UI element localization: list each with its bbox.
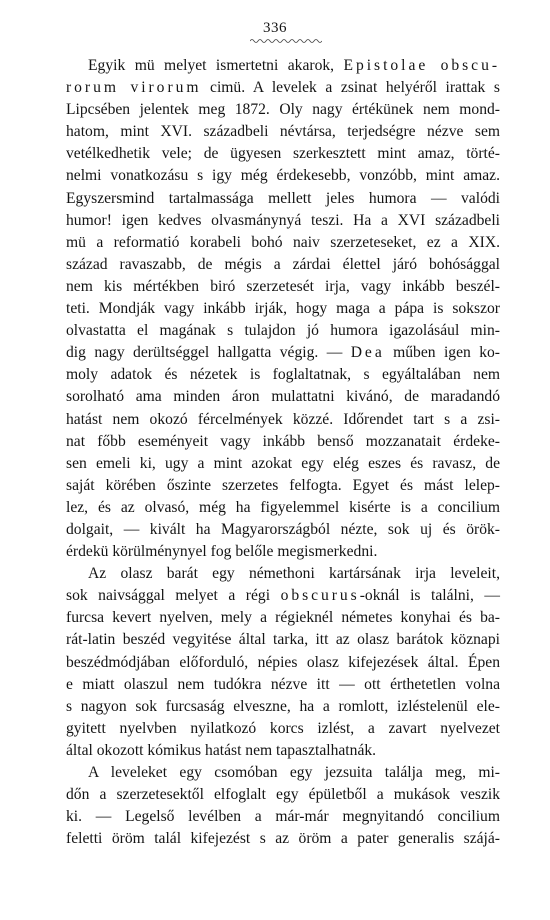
text-line (66, 453, 500, 475)
text-line (66, 188, 500, 210)
spaced-emphasis: Dea (350, 344, 385, 362)
spaced-emphasis: obscurus (280, 587, 360, 605)
text-run: olvastatta el magának s tulajdon jó humora igazolásául min- (66, 322, 500, 340)
body-text (66, 55, 500, 850)
text-run: saját körében őszinte szerzetes felfogta. Egyet és mást lelep- (66, 476, 500, 494)
text-line (66, 165, 500, 187)
text-run: Az olasz barát egy némethoni kartársának irja leveleit, (88, 565, 500, 583)
text-line (66, 652, 500, 674)
text-line (66, 276, 500, 298)
text-run: nat főbb eseményeit vagy inkább benső mozzanatait érdeke- (66, 432, 500, 450)
text-run: lez, és az olvasó, még ha figyelemmel kisérte is a concilium (66, 498, 500, 516)
text-line (66, 409, 500, 431)
text-line (66, 99, 500, 121)
text-run: dolgait, — kivált ha Magyarországból nézte, sok uj és örök- (66, 520, 500, 538)
text-line (66, 121, 500, 143)
text-line (66, 364, 500, 386)
text-run: teti. Mondják vagy inkább irják, hogy maga a pápa is sokszor (66, 300, 500, 318)
text-line (66, 386, 500, 408)
text-run: hatom, mint XVI. századbeli névtársa, terjedségre nézve sem (66, 123, 500, 141)
text-run: Lipcsében jelentek meg 1872. Oly nagy értékünek nem mond- (66, 101, 500, 119)
text-line (66, 232, 500, 254)
text-line (66, 77, 500, 99)
text-run: század ravaszabb, de mégis a zárdai élettel járó bohósággal (66, 255, 500, 273)
text-line (66, 497, 500, 519)
text-line (66, 784, 500, 806)
text-line (66, 342, 500, 364)
text-line (66, 762, 500, 784)
text-run: nelmi vonatkozásu s igy még érdekesebb, vonzóbb, mint amaz. (66, 167, 500, 185)
text-line (66, 210, 500, 232)
text-line (66, 674, 500, 696)
page-number: 336 (263, 20, 287, 36)
text-run: gyitett nyelvben nyilatkozó korcs izlést, a zavart nyelvezet (66, 719, 500, 737)
text-line (66, 519, 500, 541)
text-run: ki. — Legelső levélben a már-már megnyitandó concilium (66, 808, 500, 826)
text-run: műben igen ko- (384, 344, 500, 362)
text-line (66, 696, 500, 718)
text-line (66, 143, 500, 165)
text-run: Egyik mü melyet ismertetni akarok, (88, 57, 344, 74)
text-run: -oknál is találni, — (359, 587, 500, 605)
text-line (66, 320, 500, 342)
text-line (66, 431, 500, 453)
text-run: hatást nem okozó fércelmények közzé. Időrendet tart s a zsi- (66, 410, 500, 428)
text-run: humor! igen kedves olvasmánynyá teszi. Ha a XVI századbeli (66, 211, 500, 229)
decorative-rule (250, 38, 322, 44)
text-run: Egyszersmind tartalmassága mellett jeles humora — valódi (66, 189, 500, 207)
text-line (66, 541, 500, 563)
text-run: cimü. A levelek a zsinat helyéről irattak s (201, 79, 500, 97)
text-line (66, 806, 500, 828)
text-run: nem kis mértékben biró szerzetesét irja, vagy inkább beszél- (66, 277, 500, 295)
text-line (66, 740, 500, 762)
text-run: érdekü körülménynyel fog belőle megismerkedni. (66, 543, 378, 561)
text-run: moly adatok és nézetek is foglaltatnak, s egyáltalában nem (66, 366, 500, 384)
text-line (66, 55, 500, 77)
text-run: dőn a szerzetesektől elfoglalt egy épületből a mukások veszik (66, 786, 500, 804)
text-line (66, 828, 500, 850)
spaced-emphasis: Epistolae obscu- (343, 57, 500, 74)
text-run: s nagyon sok furcsaság elveszne, ha a romlott, izléstelenül ele- (66, 697, 500, 715)
text-line (66, 475, 500, 497)
text-run: dig nagy derültséggel hallgatta végig. — (66, 344, 351, 362)
text-line (66, 298, 500, 320)
text-run: sorolható ama minden áron mulattatni kivánó, de maradandó (66, 388, 500, 406)
text-run: furcsa kevert nyelven, mely a régieknél németes konyhai és ba- (66, 609, 500, 627)
text-run: által okozott kómikus hatást nem tapasztalhatnák. (66, 741, 377, 759)
text-run: beszédmódjában előforduló, népies olasz kifejezések által. Épen (66, 653, 500, 671)
spaced-emphasis: rorum virorum (66, 79, 202, 97)
text-run: vetélkedhetik vele; de ügyesen szerkesztett mint amaz, törté- (66, 145, 500, 163)
text-run: sen emeli ki, ugy a mint azokat egy elég eszes és ravasz, de (66, 454, 500, 472)
text-run: e miatt olaszul nem tudókra nézve itt — ott érthetetlen volna (66, 675, 500, 693)
text-run: feletti öröm talál kifejezést s az öröm a pater generalis szájá- (66, 830, 500, 848)
text-line (66, 718, 500, 740)
text-line (66, 607, 500, 629)
text-run: sok naivsággal melyet a régi (66, 587, 281, 605)
text-run: rát-latin beszéd vegyitése által tarka, itt az olasz barátok köznapi (66, 631, 500, 649)
text-line (66, 585, 500, 607)
text-run: mü a reformatió korabeli bohó naiv szerzeteseket, ez a XIX. (66, 233, 500, 251)
text-line (66, 563, 500, 585)
text-line (66, 629, 500, 651)
text-run: A leveleket egy csomóban egy jezsuita találja meg, mi- (88, 764, 500, 781)
text-line (66, 254, 500, 276)
